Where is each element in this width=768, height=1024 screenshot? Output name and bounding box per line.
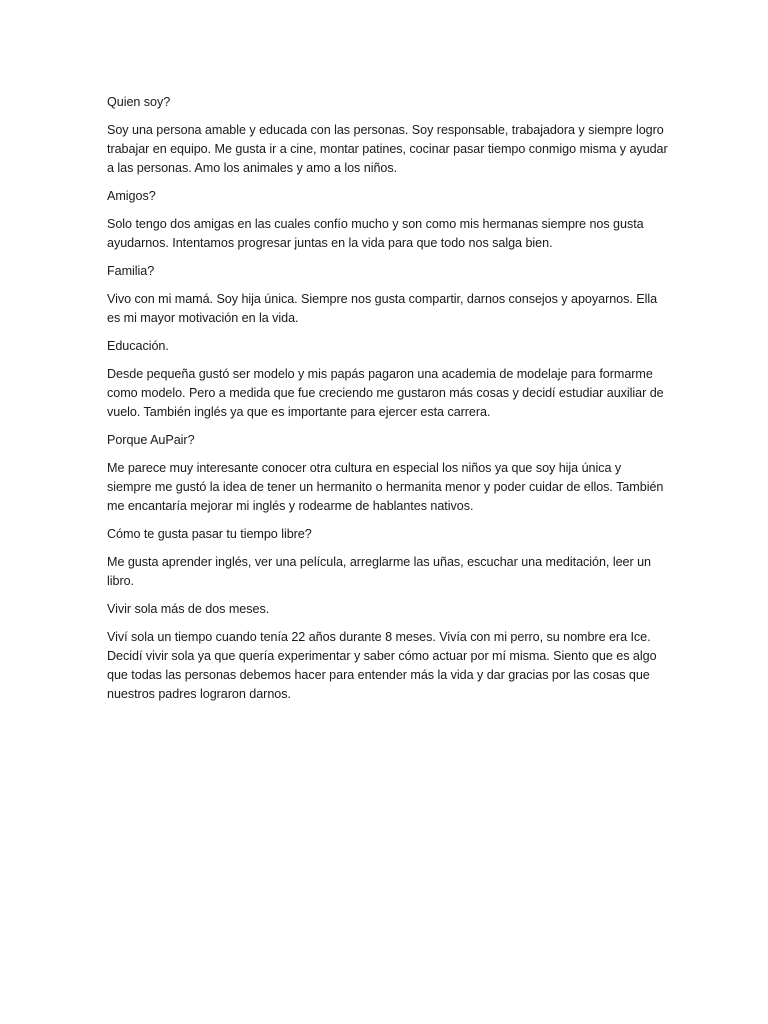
section-paragraph: Me gusta aprender inglés, ver una película, arreglarme las uñas, escuchar una meditación, leer un libro. [107, 555, 651, 588]
section-paragraph: Vivo con mi mamá. Soy hija única. Siempre nos gusta compartir, darnos consejos y apoyarnos. Ella es mi mayor motivación en la vida. [107, 292, 658, 325]
section-heading: Familia? [107, 264, 155, 278]
section-paragraph: Viví sola un tiempo cuando tenía 22 años durante 8 meses. Vivía con mi perro, su nombre era Ice. Decidí vivir sola ya que quería experimentar y saber cómo actuar por mí misma. Siento que es algo que todas las personas debemos hacer para entender más la vida y dar gracias por las cosas que nuestros padres lograron darnos. [107, 630, 657, 701]
section-paragraph: Soy una persona amable y educada con las personas. Soy responsable, trabajadora y siempre logro trabajar en equipo. Me gusta ir a cine, montar patines, cocinar pasar tiempo conmigo misma y ayudar a las personas. Amo los animales y amo a los niños. [107, 123, 668, 175]
section-paragraph: Desde pequeña gustó ser modelo y mis papás pagaron una academia de modelaje para formarme como modelo. Pero a medida que fue creciendo me gustaron más cosas y decidí estudiar auxiliar de vuelo. También inglés ya que es importante para ejercer esta carrera. [107, 367, 664, 419]
section-quien-soy [107, 93, 668, 178]
section-educacion [107, 337, 668, 422]
section-tiempo-libre [107, 525, 668, 591]
section-vivir-sola [107, 600, 668, 704]
section-paragraph: Me parece muy interesante conocer otra cultura en especial los niños ya que soy hija única y siempre me gustó la idea de tener un hermanito o hermanita menor y poder cuidar de ellos. También me encantaría mejorar mi inglés y rodearme de hablantes nativos. [107, 461, 664, 513]
section-heading: Porque AuPair? [107, 433, 195, 447]
section-heading: Quien soy? [107, 95, 171, 109]
section-amigos [107, 187, 668, 253]
section-familia [107, 262, 668, 328]
section-paragraph: Solo tengo dos amigas en las cuales confío mucho y son como mis hermanas siempre nos gusta ayudarnos. Intentamos progresar juntas en la vida para que todo nos salga bien. [107, 217, 644, 250]
section-heading: Amigos? [107, 189, 156, 203]
section-heading: Educación. [107, 339, 169, 353]
section-heading: Cómo te gusta pasar tu tiempo libre? [107, 527, 312, 541]
section-porque-aupair [107, 431, 668, 516]
section-heading: Vivir sola más de dos meses. [107, 602, 270, 616]
